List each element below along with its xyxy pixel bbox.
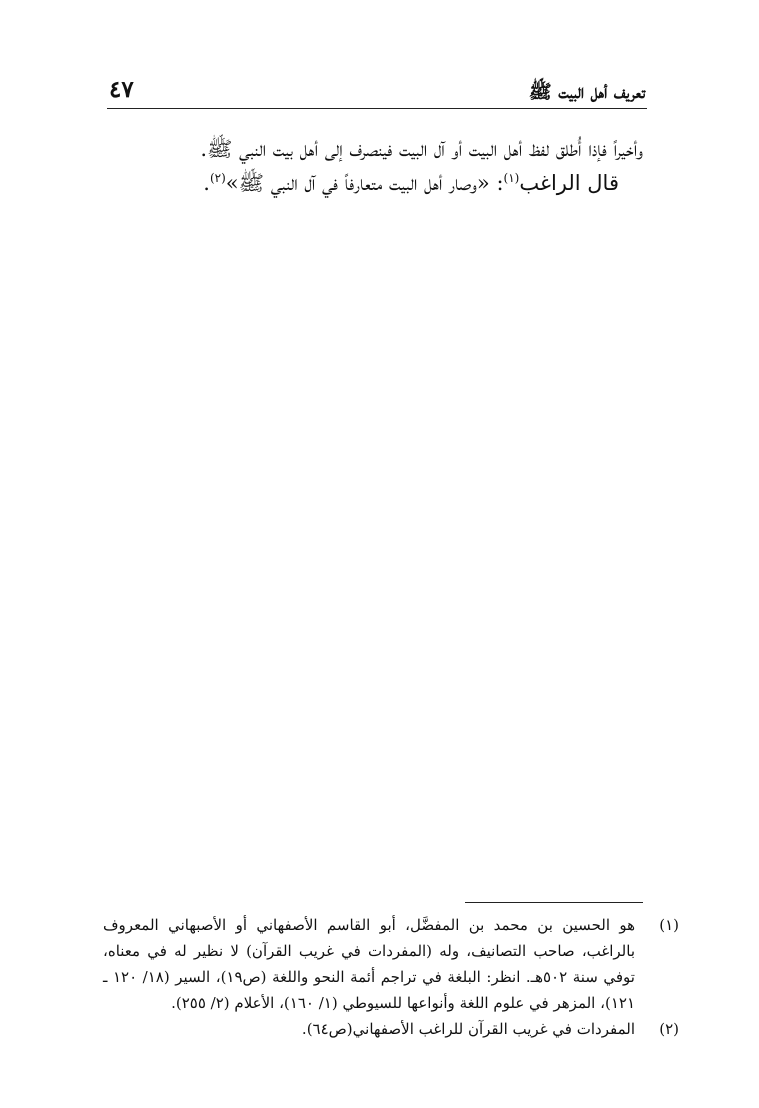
footnote-2 <box>103 1016 679 1042</box>
paragraph-2-end: . <box>203 171 210 195</box>
footnotes <box>103 912 679 1042</box>
footnote-number-1: (١) <box>659 916 679 934</box>
footnote-number-2: (٢) <box>659 1020 679 1038</box>
footnote-text-2: المفردات في غريب القرآن للراغب الأصفهاني(ص٦٤). <box>301 1020 635 1038</box>
running-title: تعريف أهل البيت ﷺ <box>528 81 645 103</box>
page-number: ٤٧ <box>109 76 134 103</box>
paragraph-1: وأخيراً فإذا أُطلق لفظ أهل البيت أو آل البيت فينصرف إلى أهل بيت النبي ﷺ. <box>200 137 643 161</box>
footnote-ref-1[interactable]: (١) <box>503 171 520 185</box>
footnote-separator <box>465 902 643 903</box>
footnote-1 <box>103 912 679 1016</box>
page-header <box>107 74 647 109</box>
paragraph-2 <box>105 166 643 200</box>
footnote-text-1: هو الحسين بن محمد بن المفضَّل، أبو القاسم الأصفهاني أو الأصبهاني المعروف بالراغب، صاحب التصانيف، وله (المفردات في غريب القرآن) لا نظير له في معناه، توفي سنة ٥٠٢هـ. انظر: البلغة في تراجم أئمة النحو واللغة (ص١٩)، السير (١٨/ ١٢٠ ـ ١٢١)، المزهر في علوم اللغة وأنواعها للسيوطي (١/ ١٦٠)، الأعلام (٢/ ٢٥٥). <box>103 916 635 1012</box>
main-text <box>105 132 643 200</box>
footnote-ref-2[interactable]: (٢) <box>209 171 226 185</box>
paragraph-2-quote: : «وصار أهل البيت متعارفاً في آل النبي ﷺ» <box>225 171 504 195</box>
paragraph-2-start: قال الراغب <box>519 171 619 195</box>
